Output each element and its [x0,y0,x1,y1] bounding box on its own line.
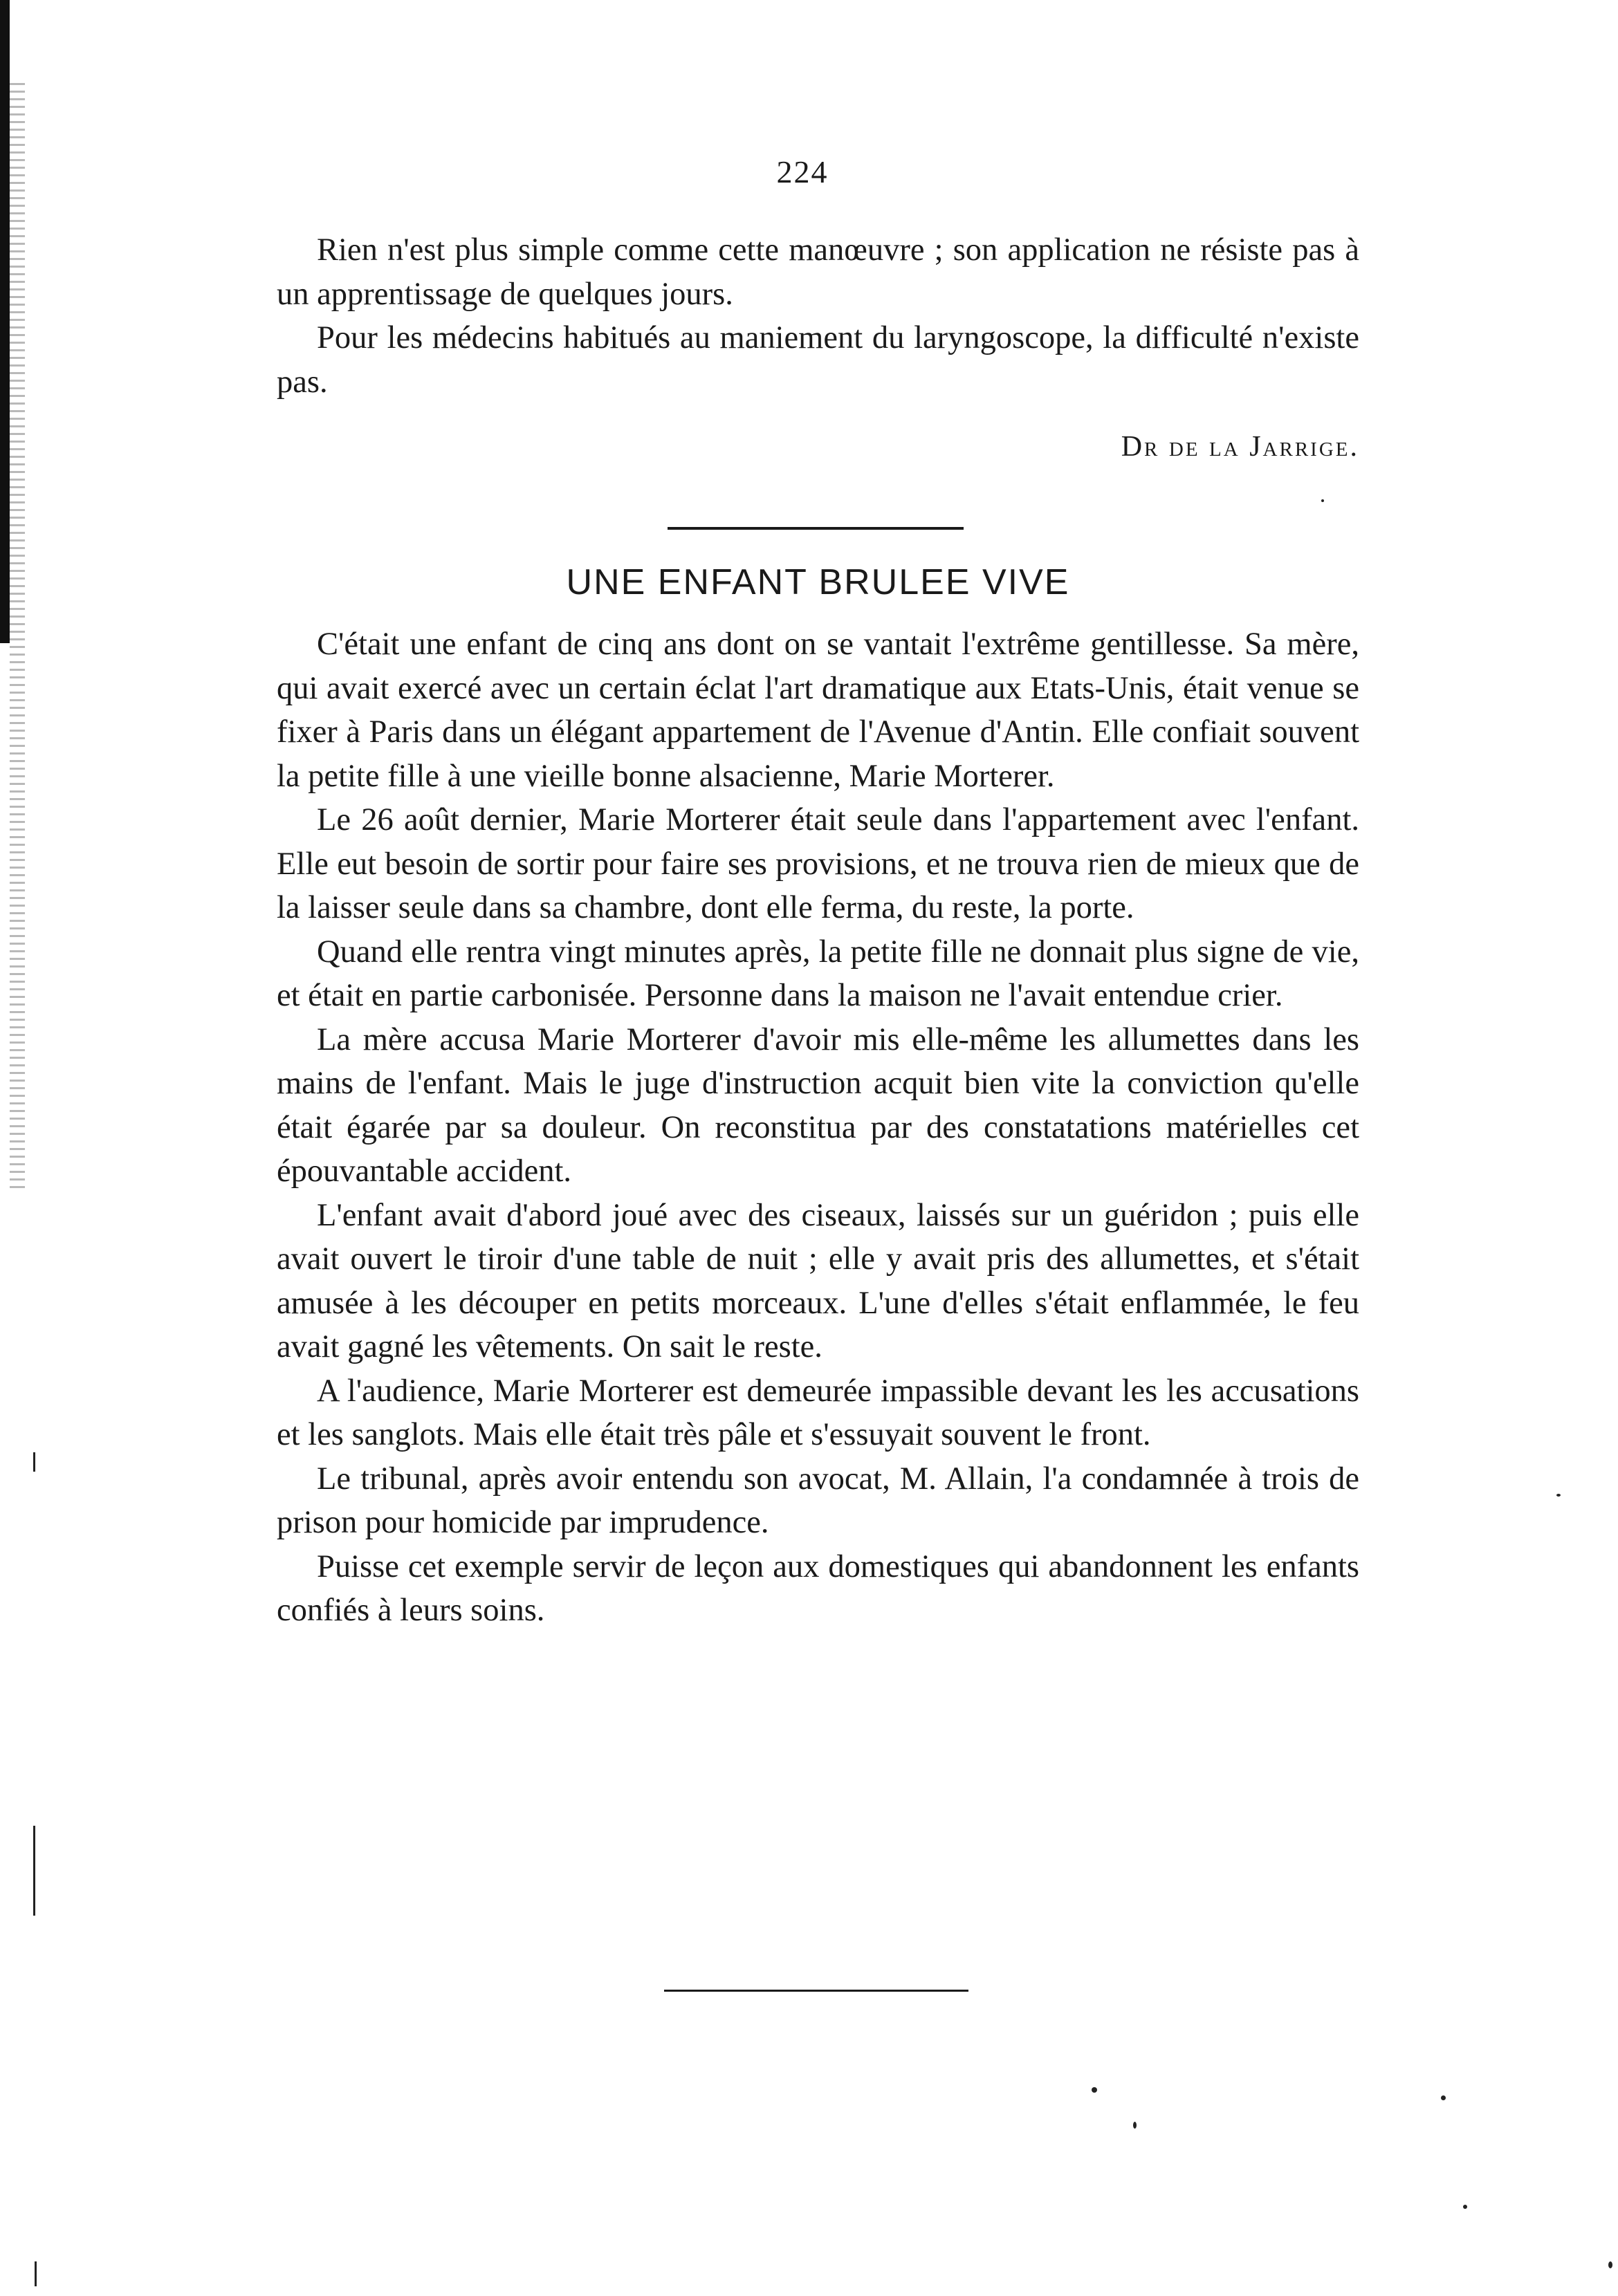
author-signature: Dr de la Jarrige. [1121,431,1359,463]
scan-speck [1556,1494,1561,1497]
article-paragraph: Le 26 août dernier, Marie Morterer était seule dans l'appartement avec l'enfant. Elle eut besoin de sortir pour faire ses provisions, et ne trouva rien de mieux que de la laisser seule dans sa chambre, dont elle ferma, du reste, la porte. [277,802,1359,925]
article-paragraph: L'enfant avait d'abord joué avec des ciseaux, laissés sur un guéridon ; puis elle avait ouvert le tiroir d'une table de nuit ; elle y avait pris des allumettes, et s'était amusée à les découper en petits morceaux. L'une d'elles s'était enflammée, le feu avait gagné les vêtements. On sait le reste. [277,1197,1359,1364]
article-paragraph: La mère accusa Marie Morterer d'avoir mis elle-même les allumettes dans les mains de l'enfant. Mais le juge d'instruction acquit bien vite la conviction qu'elle était égarée par sa douleur. On reconstitua par des constatations matérielles cet épouvantable accident. [277,1021,1359,1189]
article-body [277,622,1359,1633]
scan-speck [1133,2122,1137,2129]
binding-edge [0,0,10,643]
intro-text [277,228,1359,404]
scan-speck [1092,2087,1097,2093]
margin-mark [33,1826,35,1916]
margin-mark [33,1452,35,1472]
intro-paragraph: Pour les médecins habitués au maniement du laryngoscope, la difficulté n'existe pas. [277,320,1359,400]
section-divider [668,527,964,530]
article-paragraph: C'était une enfant de cinq ans dont on se vantait l'extrême gentillesse. Sa mère, qui avait exercé avec un certain éclat l'art dramatique aux Etats-Unis, était venue se fixer à Paris dans un élégant appartement de l'Avenue d'Antin. Elle confiait souvent la petite fille à une vieille bonne alsacienne, Marie Morterer. [277,627,1359,794]
page-number: 224 [776,154,829,189]
binding-speckle [10,83,25,1189]
article-title: UNE ENFANT BRULEE VIVE [566,562,1070,602]
scan-speck [1321,499,1324,502]
scan-speck [1608,2261,1612,2268]
article-paragraph: Quand elle rentra vingt minutes après, la petite fille ne donnait plus signe de vie, et était en partie carbonisée. Personne dans la maison ne l'avait entendue crier. [277,934,1359,1013]
article-paragraph: A l'audience, Marie Morterer est demeurée impassible devant les les accusations et les sanglots. Mais elle était très pâle et s'essuyait souvent le front. [277,1373,1359,1452]
margin-mark [35,2261,37,2286]
article-paragraph: Le tribunal, après avoir entendu son avocat, M. Allain, l'a condamnée à trois de prison pour homicide par imprudence. [277,1461,1359,1540]
article-paragraph: Puisse cet exemple servir de leçon aux domestiques qui abandonnent les enfants confiés à leurs soins. [277,1548,1359,1628]
end-divider [664,1990,968,1992]
scan-speck [1441,2095,1446,2100]
intro-paragraph: Rien n'est plus simple comme cette manœuvre ; son application ne résiste pas à un apprentissage de quelques jours. [277,232,1359,312]
scan-speck [1463,2205,1467,2209]
